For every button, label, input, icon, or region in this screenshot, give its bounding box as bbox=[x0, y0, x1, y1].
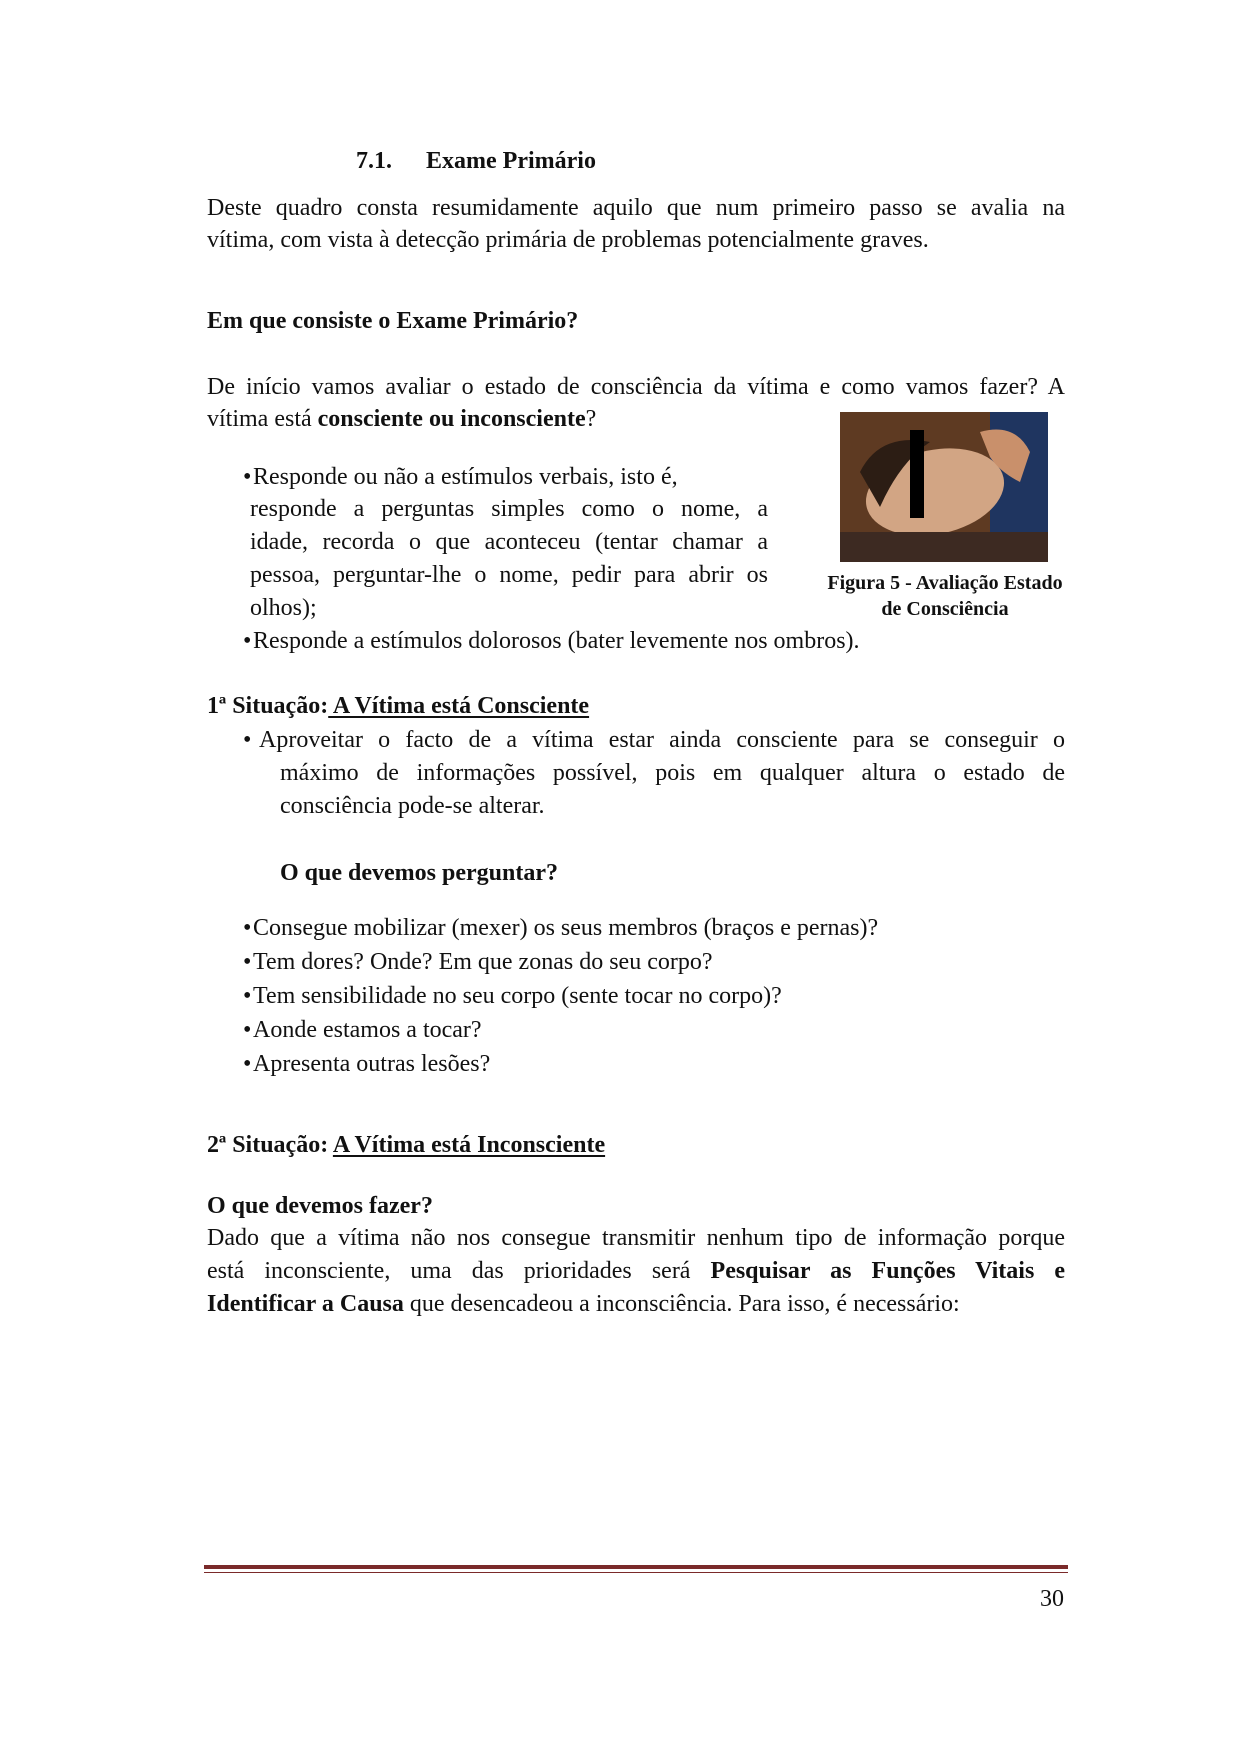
bullet-verbal-l2: responde a perguntas simples como o nome, a bbox=[250, 496, 768, 522]
bullet-verbal-l3: idade, recorda o que aconteceu (tentar chamar a bbox=[250, 529, 768, 555]
bullet-dot-icon: • bbox=[243, 464, 252, 490]
bullet-verbal-l4: pessoa, perguntar-lhe o nome, pedir para abrir os bbox=[250, 562, 768, 588]
assess-line-1: De início vamos avaliar o estado de consciência da vítima e como vamos fazer? A bbox=[207, 374, 1065, 400]
situation2-line-3-bold: Identificar a Causa bbox=[207, 1291, 404, 1317]
bullet-verbal-l5: olhos); bbox=[250, 595, 317, 621]
section-heading bbox=[356, 145, 596, 177]
situation2-line-1: Dado que a vítima não nos consegue transmitir nenhum tipo de informação porque bbox=[207, 1225, 1065, 1251]
page-number: 30 bbox=[1040, 1586, 1064, 1612]
bullet-dot-icon: • bbox=[243, 949, 252, 975]
caption-line-2: de Consciência bbox=[881, 598, 1009, 620]
footer-rule-thin bbox=[204, 1572, 1068, 1573]
situation2-line-2-pre: está inconsciente, uma das prioridades será bbox=[207, 1258, 711, 1284]
bullet-dot-icon: • bbox=[243, 727, 252, 753]
situation2-line-3-post: que desencadeou a inconsciência. Para isso, é necessário: bbox=[403, 1291, 960, 1317]
section-number: 7.1. bbox=[356, 148, 392, 174]
question-heading: Em que consiste o Exame Primário? bbox=[207, 308, 579, 334]
situation2-line-2-bold: Pesquisar as Funções Vitais e bbox=[710, 1258, 1065, 1284]
situation2-title: A Vítima está Inconsciente bbox=[332, 1132, 606, 1158]
question-text: Tem sensibilidade no seu corpo (sente tocar no corpo)? bbox=[253, 983, 782, 1009]
bullet-dot-icon: • bbox=[243, 1051, 252, 1077]
question-text: Consegue mobilizar (mexer) os seus membros (braços e pernas)? bbox=[253, 915, 879, 941]
situation2-label: 2ª Situação: bbox=[207, 1132, 329, 1158]
question-text: Aonde estamos a tocar? bbox=[253, 1017, 482, 1043]
situation2-line-3 bbox=[207, 1288, 960, 1320]
bullet-verbal bbox=[243, 461, 678, 493]
question-item bbox=[243, 1048, 490, 1080]
bullet-dot-icon: • bbox=[243, 983, 252, 1009]
caption-line-1: Figura 5 - Avaliação Estado bbox=[827, 572, 1063, 594]
intro-line-2: vítima, com vista à detecção primária de problemas potencialmente graves. bbox=[207, 227, 929, 253]
bullet-dot-icon: • bbox=[243, 915, 252, 941]
bullet-dot-icon: • bbox=[243, 628, 252, 654]
situation1-bullet-l3: consciência pode-se alterar. bbox=[280, 793, 545, 819]
assess-line-2 bbox=[207, 403, 596, 435]
bullet-dot-icon: • bbox=[243, 1017, 252, 1043]
section-title: Exame Primário bbox=[426, 148, 596, 174]
question-text: Apresenta outras lesões? bbox=[253, 1051, 491, 1077]
situation1-title: A Vítima está Consciente bbox=[328, 693, 590, 719]
question-item bbox=[243, 912, 878, 944]
situation2-line-2 bbox=[207, 1255, 1065, 1287]
ask-heading: O que devemos perguntar? bbox=[280, 860, 558, 886]
figure-caption bbox=[800, 570, 1090, 622]
assess-line-2-pre: vítima está bbox=[207, 406, 318, 432]
question-item bbox=[243, 1014, 482, 1046]
do-heading: O que devemos fazer? bbox=[207, 1193, 433, 1219]
assess-line-2-bold: consciente ou inconsciente bbox=[317, 406, 586, 432]
footer-rule bbox=[204, 1565, 1068, 1569]
bullet-verbal-l1: Responde ou não a estímulos verbais, isto é, bbox=[253, 464, 678, 490]
situation2-heading bbox=[207, 1129, 605, 1161]
question-item bbox=[243, 980, 782, 1012]
intro-line-1: Deste quadro consta resumidamente aquilo que num primeiro passo se avalia na bbox=[207, 195, 1065, 221]
question-text: Tem dores? Onde? Em que zonas do seu corpo? bbox=[253, 949, 713, 975]
photo-illustration bbox=[840, 412, 1048, 562]
bullet-pain bbox=[243, 625, 860, 657]
assess-line-2-post: ? bbox=[585, 406, 597, 432]
situation1-label: 1ª Situação: bbox=[207, 693, 329, 719]
question-item bbox=[243, 946, 713, 978]
bullet-pain-text: Responde a estímulos dolorosos (bater levemente nos ombros). bbox=[253, 628, 860, 654]
situation1-heading bbox=[207, 690, 589, 722]
situation1-bullet-l1: Aproveitar o facto de a vítima estar ainda consciente para se conseguir o bbox=[259, 727, 1065, 753]
figure-photo bbox=[840, 412, 1048, 562]
situation1-bullet-l2: máximo de informações possível, pois em qualquer altura o estado de bbox=[280, 760, 1065, 786]
